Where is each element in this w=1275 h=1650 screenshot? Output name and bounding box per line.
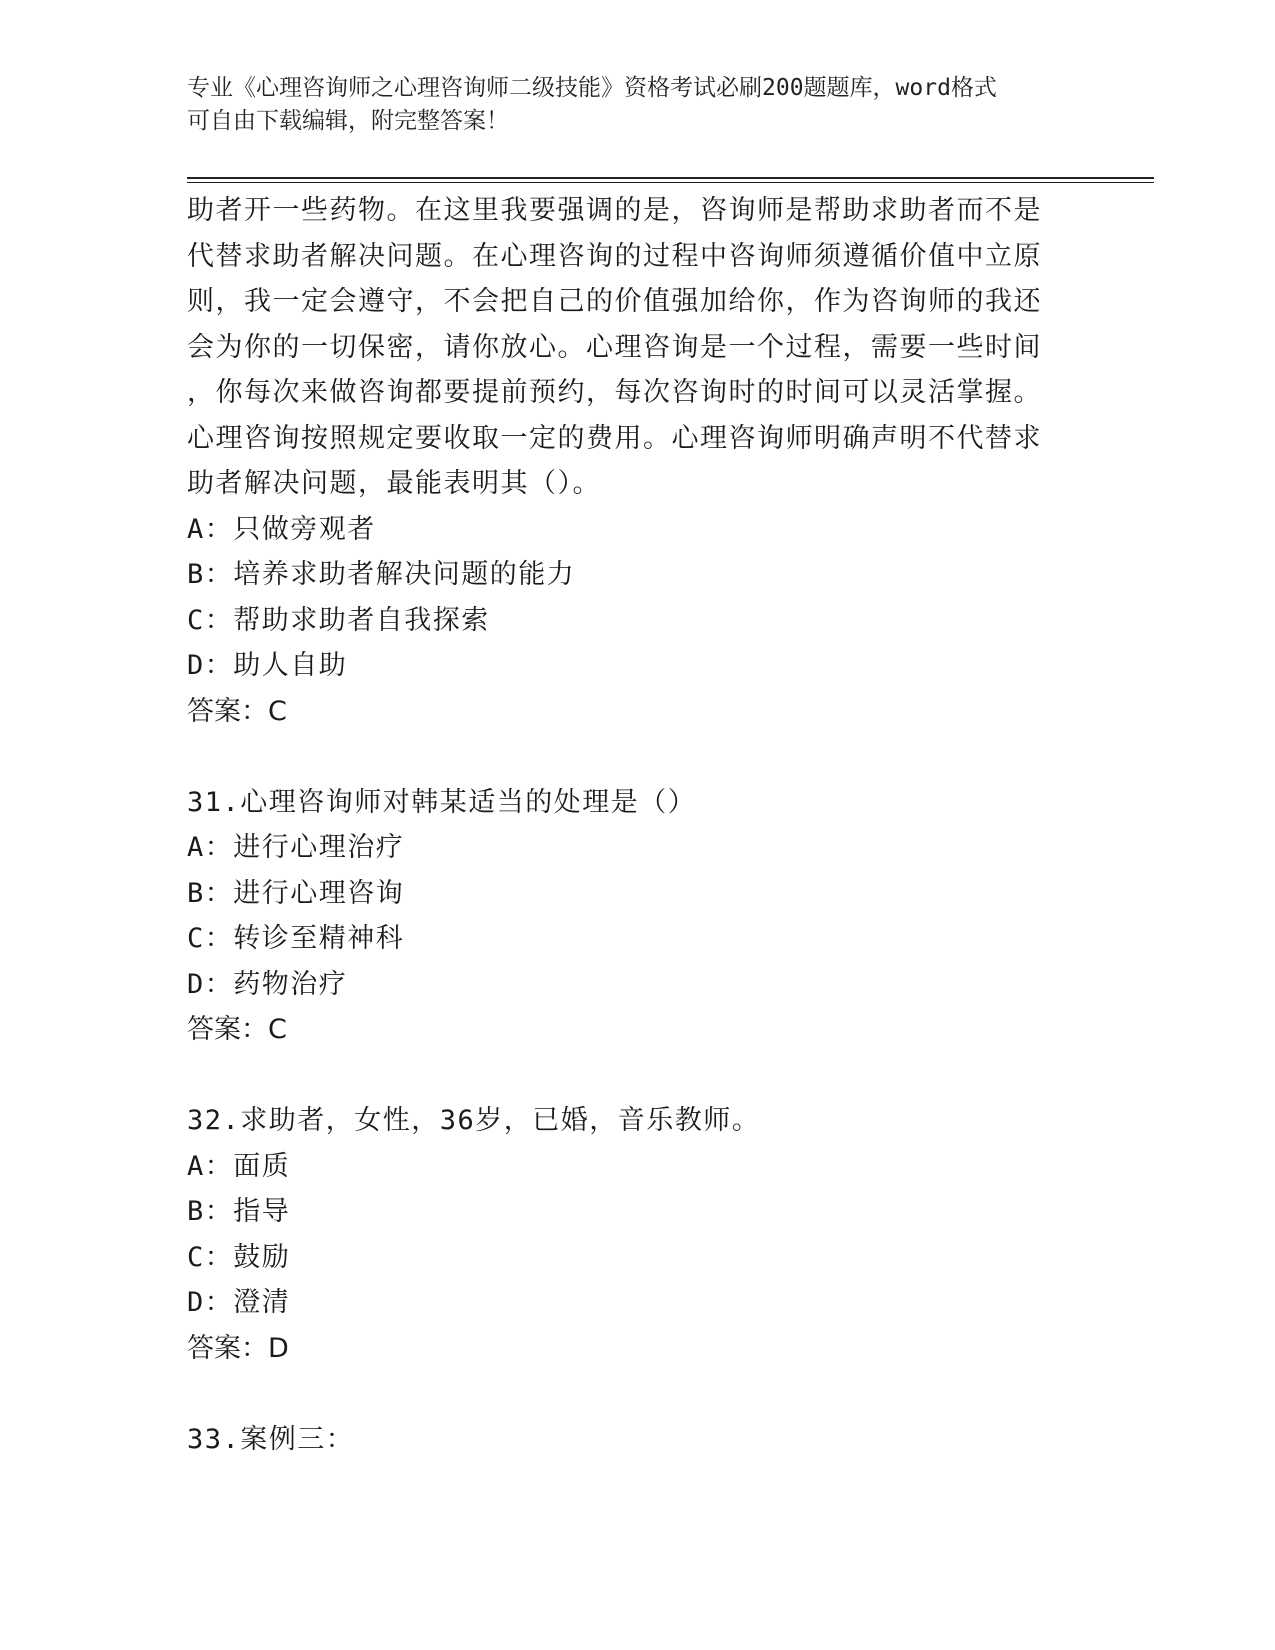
document-body	[187, 188, 1067, 1462]
question-31	[187, 780, 1067, 1053]
option-a: A：只做旁观者	[187, 513, 376, 545]
option-a: A：面质	[187, 1150, 291, 1182]
option-c: C：帮助求助者自我探索	[187, 604, 490, 636]
question-title: 33.案例三：	[187, 1423, 355, 1455]
question-text-line: 助者解决问题，最能表明其（）。	[187, 468, 601, 499]
question-text-line: 则，我一定会遵守，不会把自己的价值强加给你，作为咨询师的我还	[187, 286, 1042, 317]
question-32	[187, 1098, 1067, 1371]
header-line-1: 专业《心理咨询师之心理咨询师二级技能》资格考试必刷200题题库，word格式	[187, 75, 997, 101]
question-text-line: 会为你的一切保密，请你放心。心理咨询是一个过程，需要一些时间	[187, 331, 1042, 363]
question-33	[187, 1417, 1067, 1463]
option-d: D：澄清	[187, 1287, 291, 1318]
option-b: B：进行心理咨询	[187, 877, 405, 909]
option-d: D：助人自助	[187, 650, 348, 681]
option-c: C：转诊至精神科	[187, 923, 405, 954]
option-b: B：指导	[187, 1196, 291, 1227]
header-divider	[187, 177, 1154, 183]
question-text-line: 代替求助者解决问题。在心理咨询的过程中咨询师须遵循价值中立原	[187, 240, 1042, 272]
question-title: 31.心理咨询师对韩某适当的处理是（）	[187, 786, 697, 818]
answer-line: 答案：C	[187, 695, 287, 727]
question-text-line: ，你每次来做咨询都要提前预约，每次咨询时的时间可以灵活掌握。	[187, 377, 1042, 408]
header-line-2: 可自由下载编辑，附完整答案！	[187, 108, 509, 134]
question-title: 32.求助者，女性，36岁，已婚，音乐教师。	[187, 1105, 761, 1136]
question-continued	[187, 188, 1067, 734]
question-text-line: 心理咨询按照规定要收取一定的费用。心理咨询师明确声明不代替求	[187, 422, 1042, 454]
option-c: C：鼓励	[187, 1241, 291, 1273]
option-d: D：药物治疗	[187, 968, 348, 1000]
option-a: A：进行心理治疗	[187, 832, 405, 863]
option-b: B：培养求助者解决问题的能力	[187, 559, 576, 590]
page-header	[187, 72, 1067, 138]
question-text-line: 助者开一些药物。在这里我要强调的是，咨询师是帮助求助者而不是	[187, 195, 1042, 226]
answer-line: 答案：C	[187, 1014, 287, 1045]
answer-line: 答案：D	[187, 1332, 289, 1364]
